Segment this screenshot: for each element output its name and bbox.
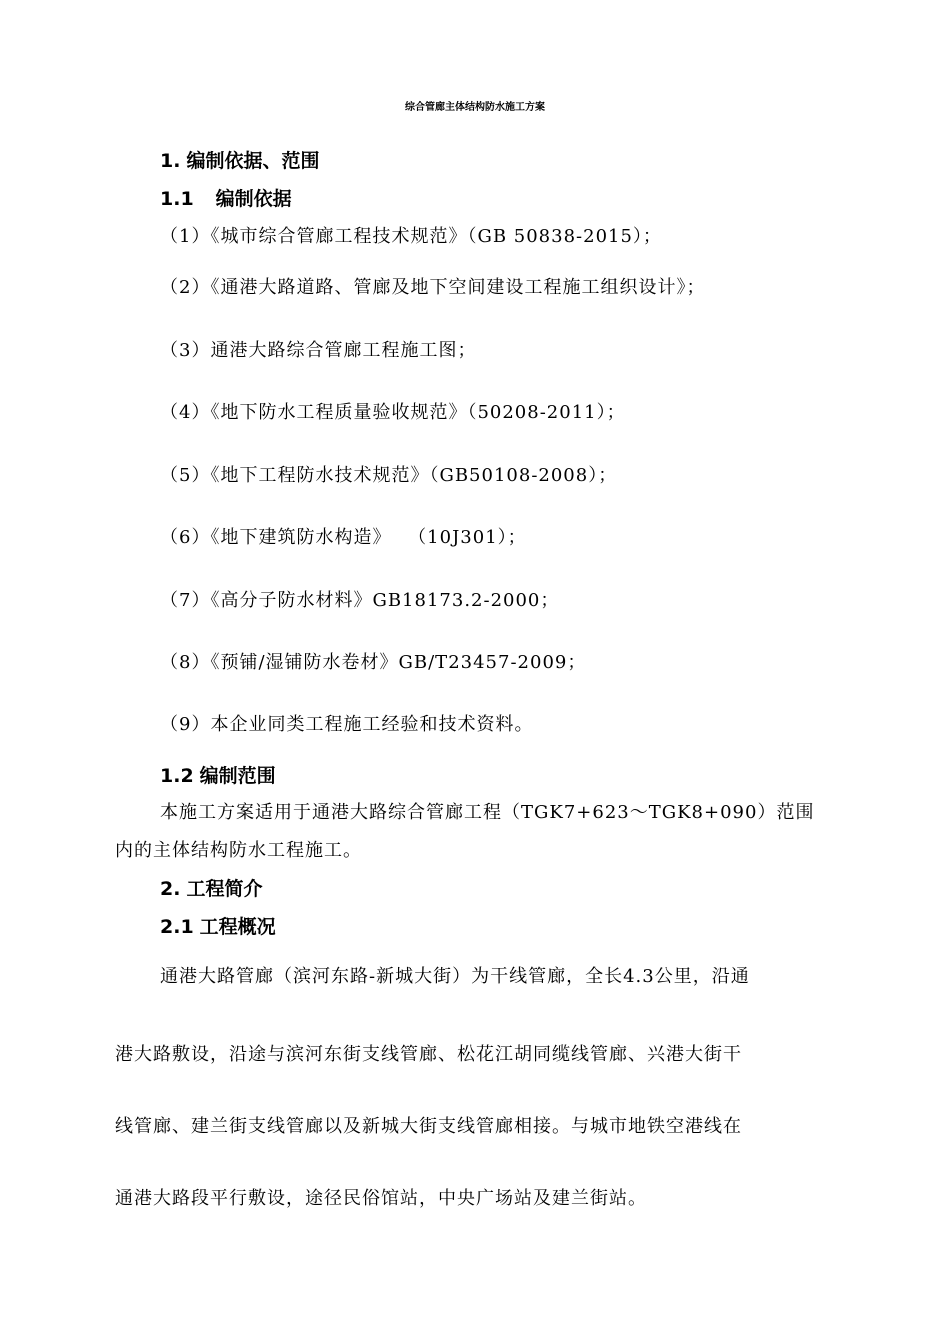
basis-item: （2）《通港大路道路、管廊及地下空间建设工程施工组织设计》； (160, 277, 706, 298)
basis-item: （1）《城市综合管廊工程技术规范》（GB 50838-2015）； (160, 226, 662, 247)
basis-item: （4）《地下防水工程质量验收规范》（50208-2011）； (160, 402, 626, 423)
section-number: 1.1 (160, 188, 194, 210)
basis-item: （8）《预铺/湿铺防水卷材》GB/T23457-2009； (160, 652, 587, 673)
section-text: 工程简介 (186, 878, 263, 900)
section-text: 编制依据 (215, 188, 292, 210)
scope-line: 内的主体结构防水工程施工。 (115, 840, 362, 861)
overview-line: 港大路敷设，沿途与滨河东街支线管廊、松花江胡同缆线管廊、兴港大街干 (115, 1044, 742, 1065)
section-number: 2. (160, 878, 181, 900)
document-title: 综合管廊主体结构防水施工方案 (405, 102, 545, 113)
overview-line: 通港大路管廊（滨河东路-新城大街）为干线管廊，全长4.3公里，沿通 (160, 966, 750, 987)
basis-item: （6）《地下建筑防水构造》 （10J301）； (160, 527, 527, 548)
section-text: 编制范围 (199, 765, 276, 787)
section-number: 1. (160, 150, 181, 172)
section-heading-2-1 (160, 912, 276, 939)
section-heading-2 (160, 874, 262, 901)
basis-item: （5）《地下工程防水技术规范》（GB50108-2008）； (160, 465, 618, 486)
basis-item: （9）本企业同类工程施工经验和技术资料。 (160, 714, 534, 735)
scope-line: 本施工方案适用于通港大路综合管廊工程（TGK7+623～TGK8+090）范围 (160, 802, 815, 823)
section-heading-1-2 (160, 761, 276, 788)
basis-item: （3）通港大路综合管廊工程施工图； (160, 340, 477, 361)
overview-line: 线管廊、建兰街支线管廊以及新城大街支线管廊相接。与城市地铁空港线在 (115, 1116, 742, 1137)
section-text: 编制依据、范围 (186, 150, 320, 172)
section-heading-1-1 (160, 184, 292, 211)
section-number: 1.2 (160, 765, 194, 787)
overview-line: 通港大路段平行敷设，途径民俗馆站，中央广场站及建兰街站。 (115, 1188, 647, 1209)
section-number: 2.1 (160, 916, 194, 938)
section-text: 工程概况 (199, 916, 276, 938)
basis-item: （7）《高分子防水材料》GB18173.2-2000； (160, 590, 560, 611)
section-heading-1 (160, 146, 319, 173)
